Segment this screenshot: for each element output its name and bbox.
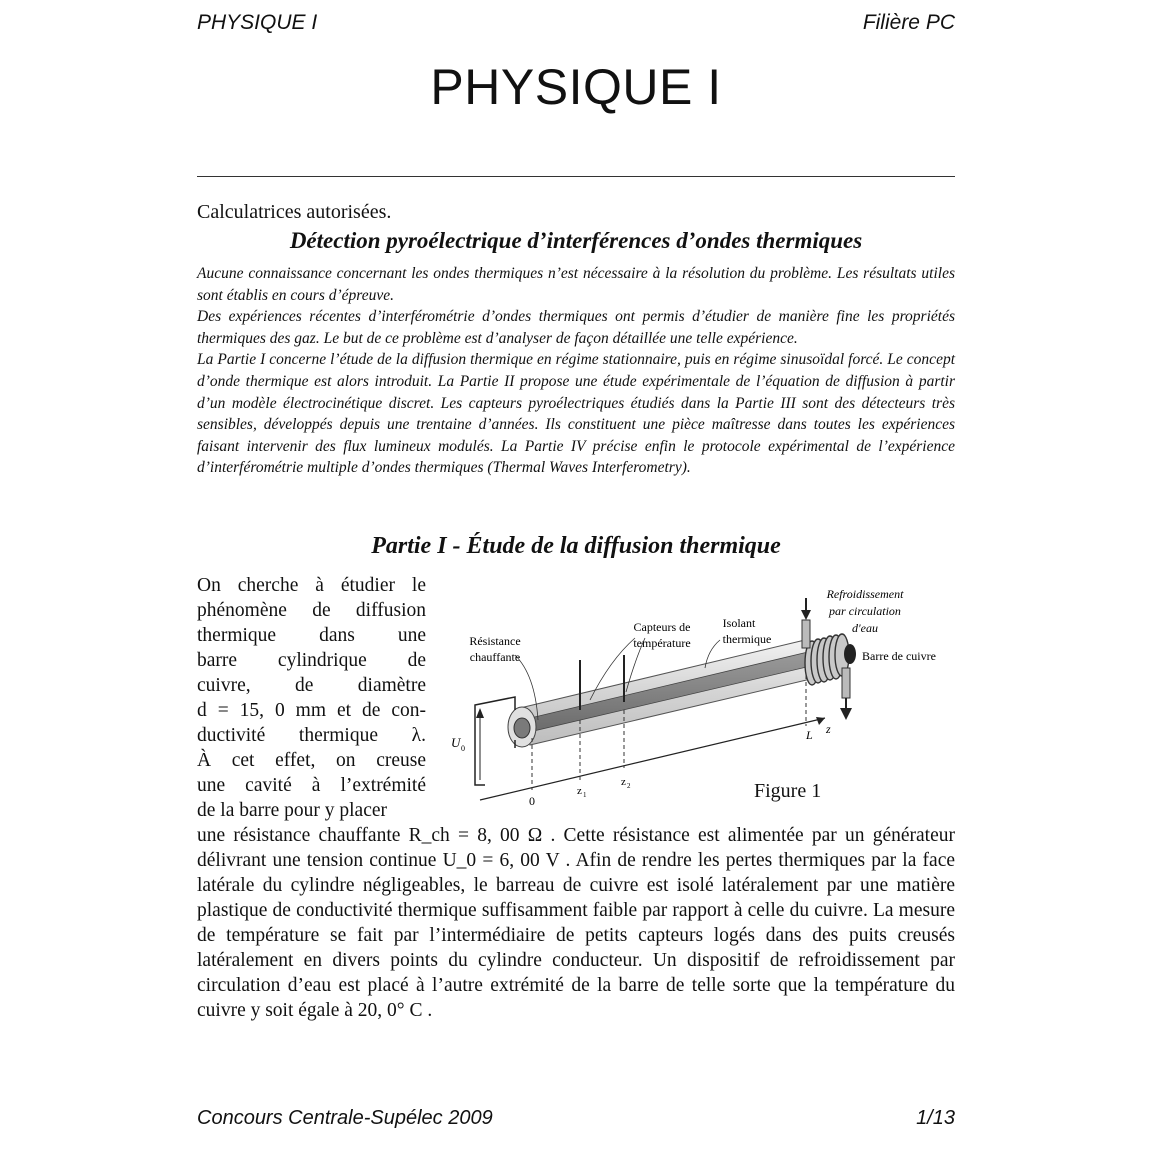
label-cooling: par circulation [829, 604, 901, 618]
label-z2: z [621, 776, 626, 788]
label-voltage-sub: 0 [461, 744, 465, 753]
label-z1-sub: 1 [583, 791, 587, 799]
label-z2-sub: 2 [627, 782, 631, 790]
text-line: une cavité à l’extrémité [197, 775, 426, 796]
label-origin: 0 [529, 794, 535, 808]
label-voltage: U [451, 735, 461, 750]
water-outlet-pipe [842, 668, 850, 698]
body-paragraph: une résistance chauffante R_ch = 8, 00 Ω . Cette résistance est alimentée par un générateur délivrant une tension continue U_0 = 6, 00 V . Afin de rendre les pertes thermiques par la face latérale du cylindre négligeables, le barreau de cuivre est isolé latéralement par une matière plastique de conductivité thermique suffisamment faible par rapport à celle du cuivre. La mesure de température se fait par l’intermédiaire de petits capteurs logés dans des puits creusés latéralement en divers points du cylindre conducteur. Un dispositif de refroidissement par circulation d’eau est placé à l’autre extrémité de la barre de telle sorte que la température du cuivre y soit égale à 20, 0° C . [197, 825, 955, 1021]
z-axis-arrow [816, 717, 825, 725]
title-divider [197, 176, 955, 177]
voltage-arrowhead [476, 708, 484, 718]
text-line: d = 15, 0 mm et de con- [197, 700, 426, 721]
footer-left: Concours Centrale-Supélec 2009 [197, 1107, 493, 1129]
part1-left-column [197, 573, 426, 823]
label-z-axis: z [826, 722, 831, 736]
text-line: À cet effet, on creuse [197, 750, 426, 771]
figure-1-diagram [440, 580, 960, 820]
copper-bar-end [844, 644, 856, 664]
part1-body [197, 823, 955, 1023]
problem-subtitle: Détection pyroélectrique d’interférences d’ondes thermiques [289, 228, 863, 253]
header-right: Filière PC [862, 11, 955, 34]
text-line: barre cylindrique de [197, 650, 426, 671]
text-line: thermique dans une [197, 625, 426, 646]
intro-paragraph: Des expériences récentes d’interférométrie d’ondes thermiques ont permis d’étudier de manière fine les propriétés thermiques des gaz. Le but de ce problème est d’analyser de façon détaillée une telle expérience. [197, 308, 955, 347]
label-cooling: Refroidissement [826, 587, 904, 601]
label-sensors: Capteurs de [633, 620, 691, 634]
label-insulator: thermique [722, 632, 772, 646]
label-sensors: température [633, 636, 691, 650]
intro-paragraph: Aucune connaissance concernant les ondes thermiques n’est nécessaire à la résolution du problème. Les résultats utiles sont établis en cours d’épreuve. [197, 265, 955, 304]
label-copper-bar: Barre de cuivre [862, 649, 936, 663]
footer-right: 1/13 [916, 1107, 955, 1129]
label-L: L [806, 728, 813, 742]
page-title: PHYSIQUE I [430, 59, 722, 115]
part1-title: Partie I - Étude de la diffusion thermique [371, 533, 781, 559]
intro-section [197, 263, 955, 479]
heating-resistance [514, 718, 530, 738]
label-z1: z [577, 785, 582, 797]
text-line: phénomène de diffusion [197, 600, 426, 621]
figure-caption: Figure 1 [754, 780, 822, 802]
copper-bar [522, 652, 811, 733]
water-outlet-arrowhead [840, 708, 852, 720]
text-line: ductivité thermique λ. [197, 725, 426, 746]
calculators-note: Calculatrices autorisées. [197, 201, 392, 223]
label-resistance: Résistance [469, 634, 521, 648]
text-line: de la barre pour y placer [197, 800, 388, 821]
water-inlet-arrowhead [801, 610, 811, 620]
text-line: cuivre, de diamètre [197, 675, 426, 696]
water-inlet-pipe [802, 620, 810, 648]
text-line: On cherche à étudier le [197, 575, 426, 596]
label-resistance: chauffante [469, 650, 521, 664]
label-insulator: Isolant [722, 616, 756, 630]
wire [475, 697, 515, 785]
intro-paragraph: La Partie I concerne l’étude de la diffusion thermique en régime stationnaire, puis en régime sinusoïdal forcé. Le concept d’onde thermique est alors introduit. La Partie II propose une étude expérimentale de l’équation de diffusion à partir d’un modèle électrocinétique discret. Les capteurs pyroélectriques étudiés dans la Partie III sont des détecteurs très sensibles, développés depuis une trentaine d’années. Ils constituent une pièce maîtresse dans toutes les expériences faisant intervenir des flux lumineux modulés. La Partie IV précise enfin le protocole expérimental de l’expérience d’interférométrie multiple d’ondes thermiques (Thermal Waves Interferometry). [197, 351, 955, 477]
header-left: PHYSIQUE I [197, 11, 318, 34]
label-cooling: d'eau [852, 621, 878, 635]
